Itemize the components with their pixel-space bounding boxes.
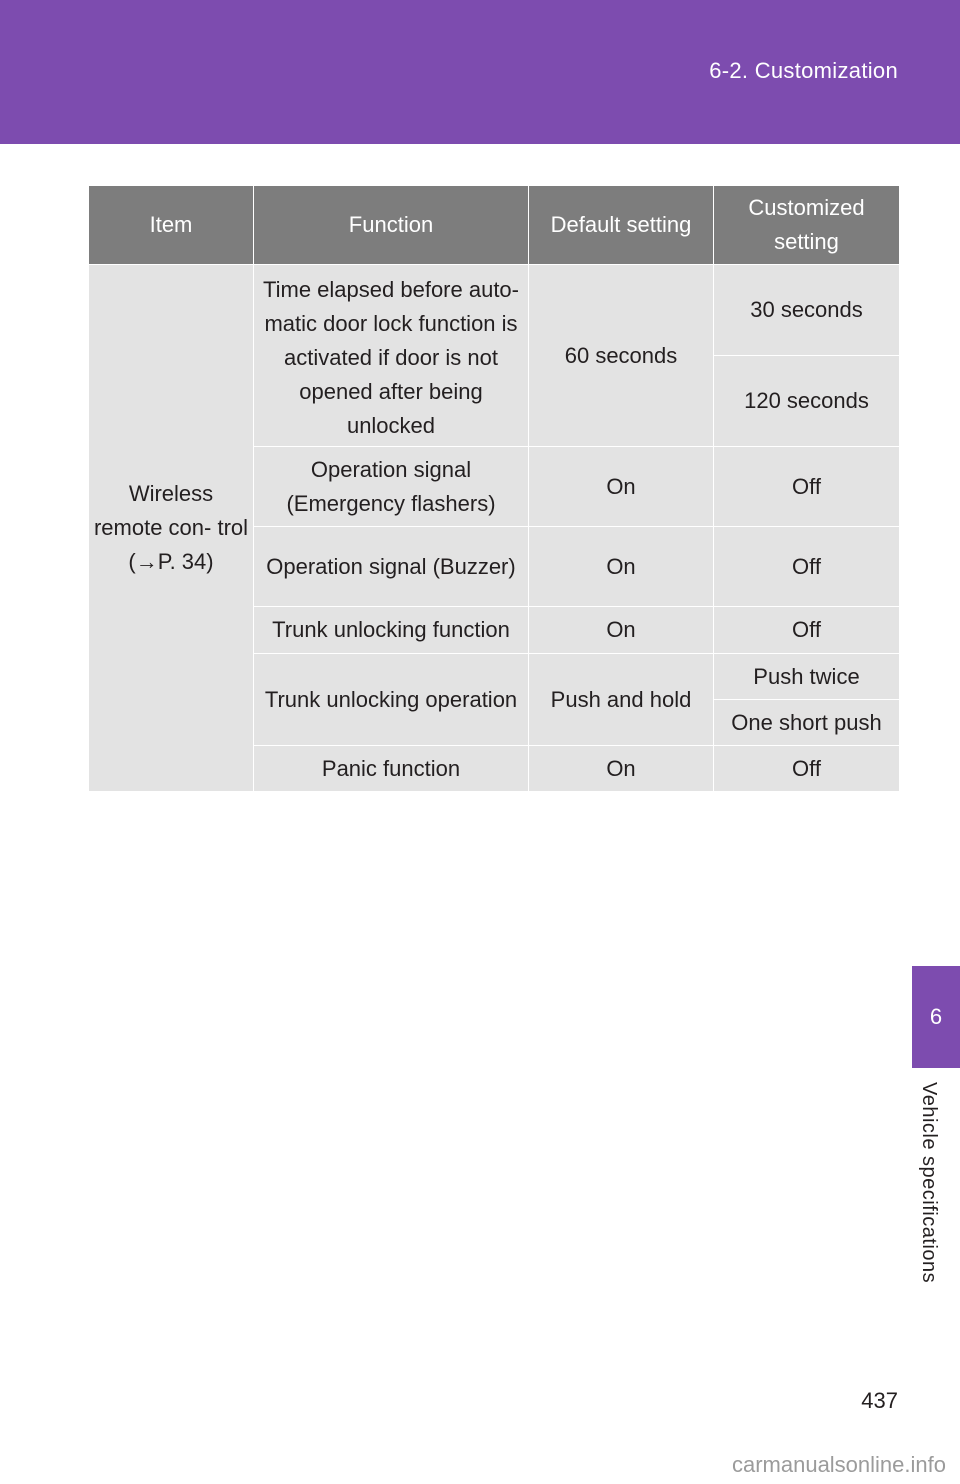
function-cell: Time elapsed before auto- matic door lock function is activated if door is not opened after being unlocked bbox=[254, 265, 529, 447]
function-cell: Operation signal (Buzzer) bbox=[254, 527, 529, 607]
custom-cell: Off bbox=[714, 607, 900, 654]
custom-cell: 120 seconds bbox=[714, 356, 900, 447]
header-item: Item bbox=[89, 186, 254, 265]
customization-table bbox=[88, 185, 900, 792]
function-cell: Operation signal (Emergency flashers) bbox=[254, 447, 529, 527]
default-cell: On bbox=[529, 607, 714, 654]
watermark: carmanualsonline.info bbox=[731, 1452, 946, 1477]
function-cell: Panic function bbox=[254, 746, 529, 792]
custom-cell: Push twice bbox=[714, 654, 900, 700]
function-cell: Trunk unlocking operation bbox=[254, 654, 529, 746]
custom-cell: Off bbox=[714, 527, 900, 607]
default-cell: 60 seconds bbox=[529, 265, 714, 447]
custom-cell: Off bbox=[714, 746, 900, 792]
chapter-tab: 6 bbox=[912, 966, 960, 1068]
custom-cell: Off bbox=[714, 447, 900, 527]
header-function: Function bbox=[254, 186, 529, 265]
function-cell: Trunk unlocking function bbox=[254, 607, 529, 654]
custom-cell: 30 seconds bbox=[714, 265, 900, 356]
item-wireless-remote: Wireless remote con- trol (→P. 34) bbox=[89, 265, 254, 792]
default-cell: Push and hold bbox=[529, 654, 714, 746]
section-title: 6-2. Customization bbox=[709, 58, 898, 83]
header-default-setting: Default setting bbox=[529, 186, 714, 265]
page-number: 437 bbox=[861, 1388, 898, 1413]
default-cell: On bbox=[529, 527, 714, 607]
table-header-row bbox=[89, 186, 900, 265]
table-row bbox=[89, 265, 900, 356]
default-cell: On bbox=[529, 746, 714, 792]
default-cell: On bbox=[529, 447, 714, 527]
custom-cell: One short push bbox=[714, 700, 900, 746]
chapter-label: Vehicle specifications bbox=[918, 1082, 940, 1284]
header-customized-setting: Customized setting bbox=[714, 186, 900, 265]
